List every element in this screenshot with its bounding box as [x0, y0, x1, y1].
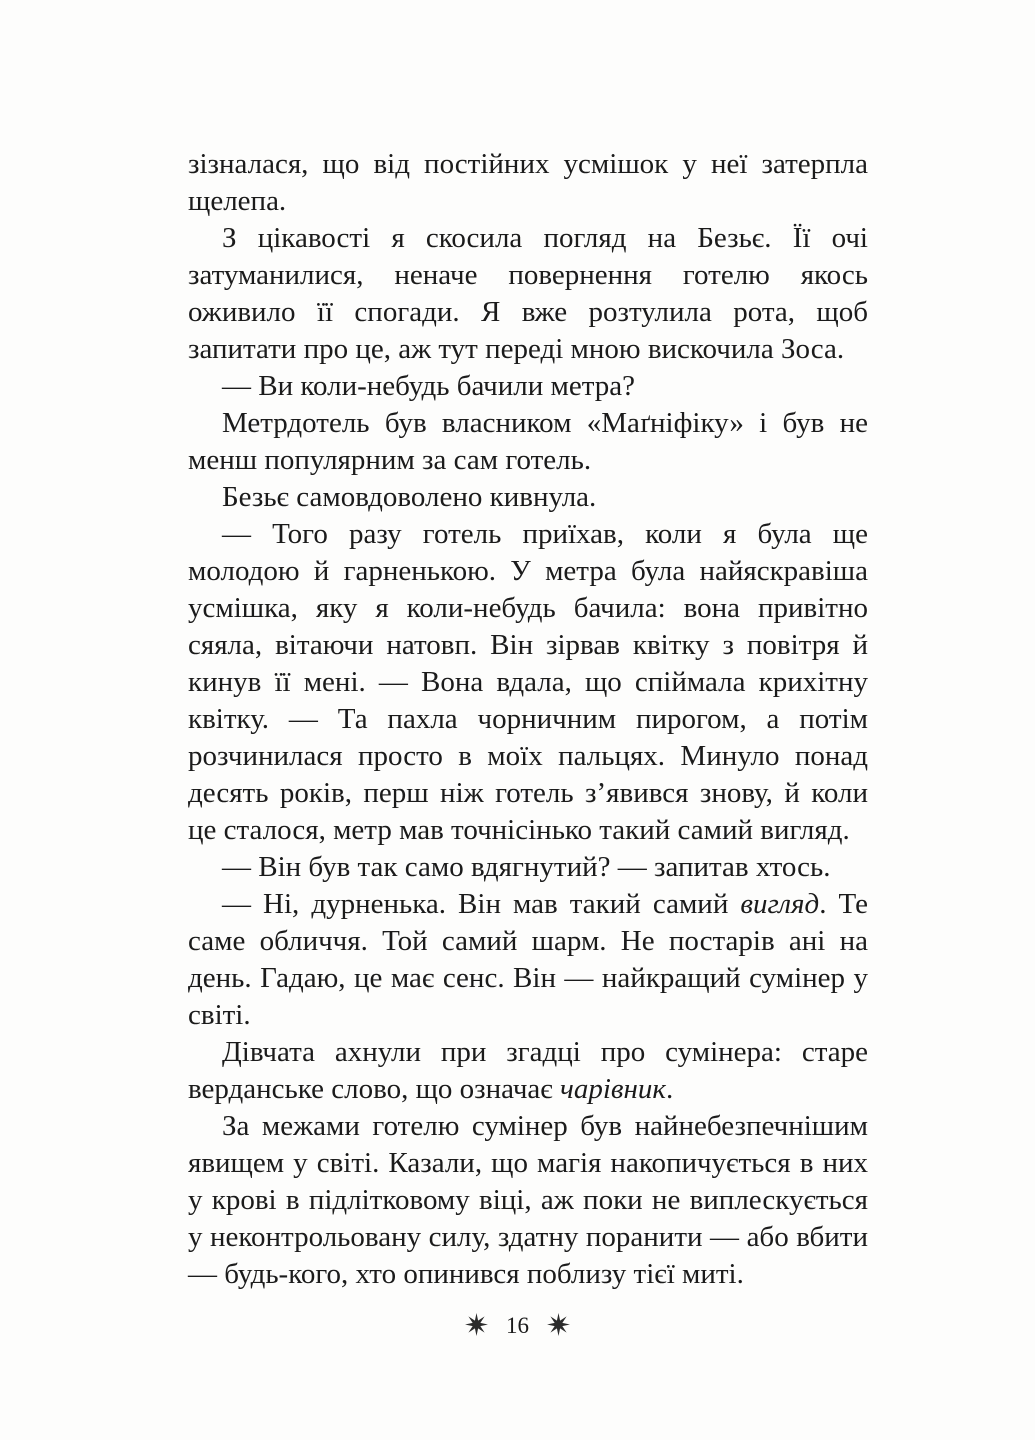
paragraph [188, 516, 868, 849]
star-ornament-icon [464, 1312, 489, 1337]
text-run: зізналася, що від постійних усмішок у неї затерпла щелепа. [188, 148, 868, 217]
page-number: 16 [506, 1313, 529, 1338]
paragraph [188, 849, 868, 886]
paragraph [188, 368, 868, 405]
paragraph [188, 886, 868, 1034]
text-run: . [665, 1073, 674, 1105]
text-run: За межами готелю сумінер був найнебезпечнішим явищем у світі. Казали, що магія накопичується в них у крові в підлітковому віці, аж поки не виплескується у неконтрольовану силу, здатну поранити — або вбити — будь-кого, хто опинився поблизу тієї миті. [188, 1110, 868, 1290]
text-run: Метрдотель був власником «Маґніфіку» і був не менш популярним за сам готель. [188, 407, 868, 476]
star-ornament-icon [546, 1312, 571, 1337]
paragraph [188, 405, 868, 479]
page-footer [0, 1312, 1035, 1337]
paragraph [188, 479, 868, 516]
text-run: Дівчата ахнули при згадці про сумінера: старе верданське слово, що означає [188, 1036, 868, 1105]
text-run: — Ні, дурненька. Він мав такий самий [222, 888, 741, 920]
italic-term: вигляд [740, 888, 820, 920]
paragraph [188, 146, 868, 220]
paragraph [188, 1034, 868, 1108]
italic-term: чарівник [560, 1073, 666, 1105]
text-run: . Те саме обличчя. Той самий шарм. Не постарів ані на день. Гадаю, це має сенс. Він — найкращий сумінер у світі. [188, 888, 868, 1031]
text-run: З цікавості я скосила погляд на Безьє. Її очі затуманилися, неначе повернення готелю якось оживило її спогади. Я вже розтулила рота, щоб запитати про це, аж тут переді мною вискочила Зоса. [188, 222, 868, 365]
text-run: — Ви коли-небудь бачили метра? [222, 370, 635, 402]
paragraph [188, 220, 868, 368]
text-run: — Того разу готель приїхав, коли я була ще молодою й гарненькою. У метра була найяскравіша усмішка, яку я коли-небудь бачила: вона привітно сяяла, вітаючи натовп. Він зірвав квітку з повітря й кинув її мені. — Вона вдала, що спіймала крихітну квітку. — Та пахла чорничним пирогом, а потім розчинилася просто в моїх пальцях. Минуло понад десять років, перш ніж готель з’явився знову, й коли це сталося, метр мав точнісінько такий самий вигляд. [188, 518, 868, 846]
paragraph [188, 1108, 868, 1293]
text-run: Безьє самовдоволено кивнула. [222, 481, 597, 513]
text-run: — Він був так само вдягнутий? — запитав хтось. [222, 851, 831, 883]
page-text [188, 146, 868, 1293]
